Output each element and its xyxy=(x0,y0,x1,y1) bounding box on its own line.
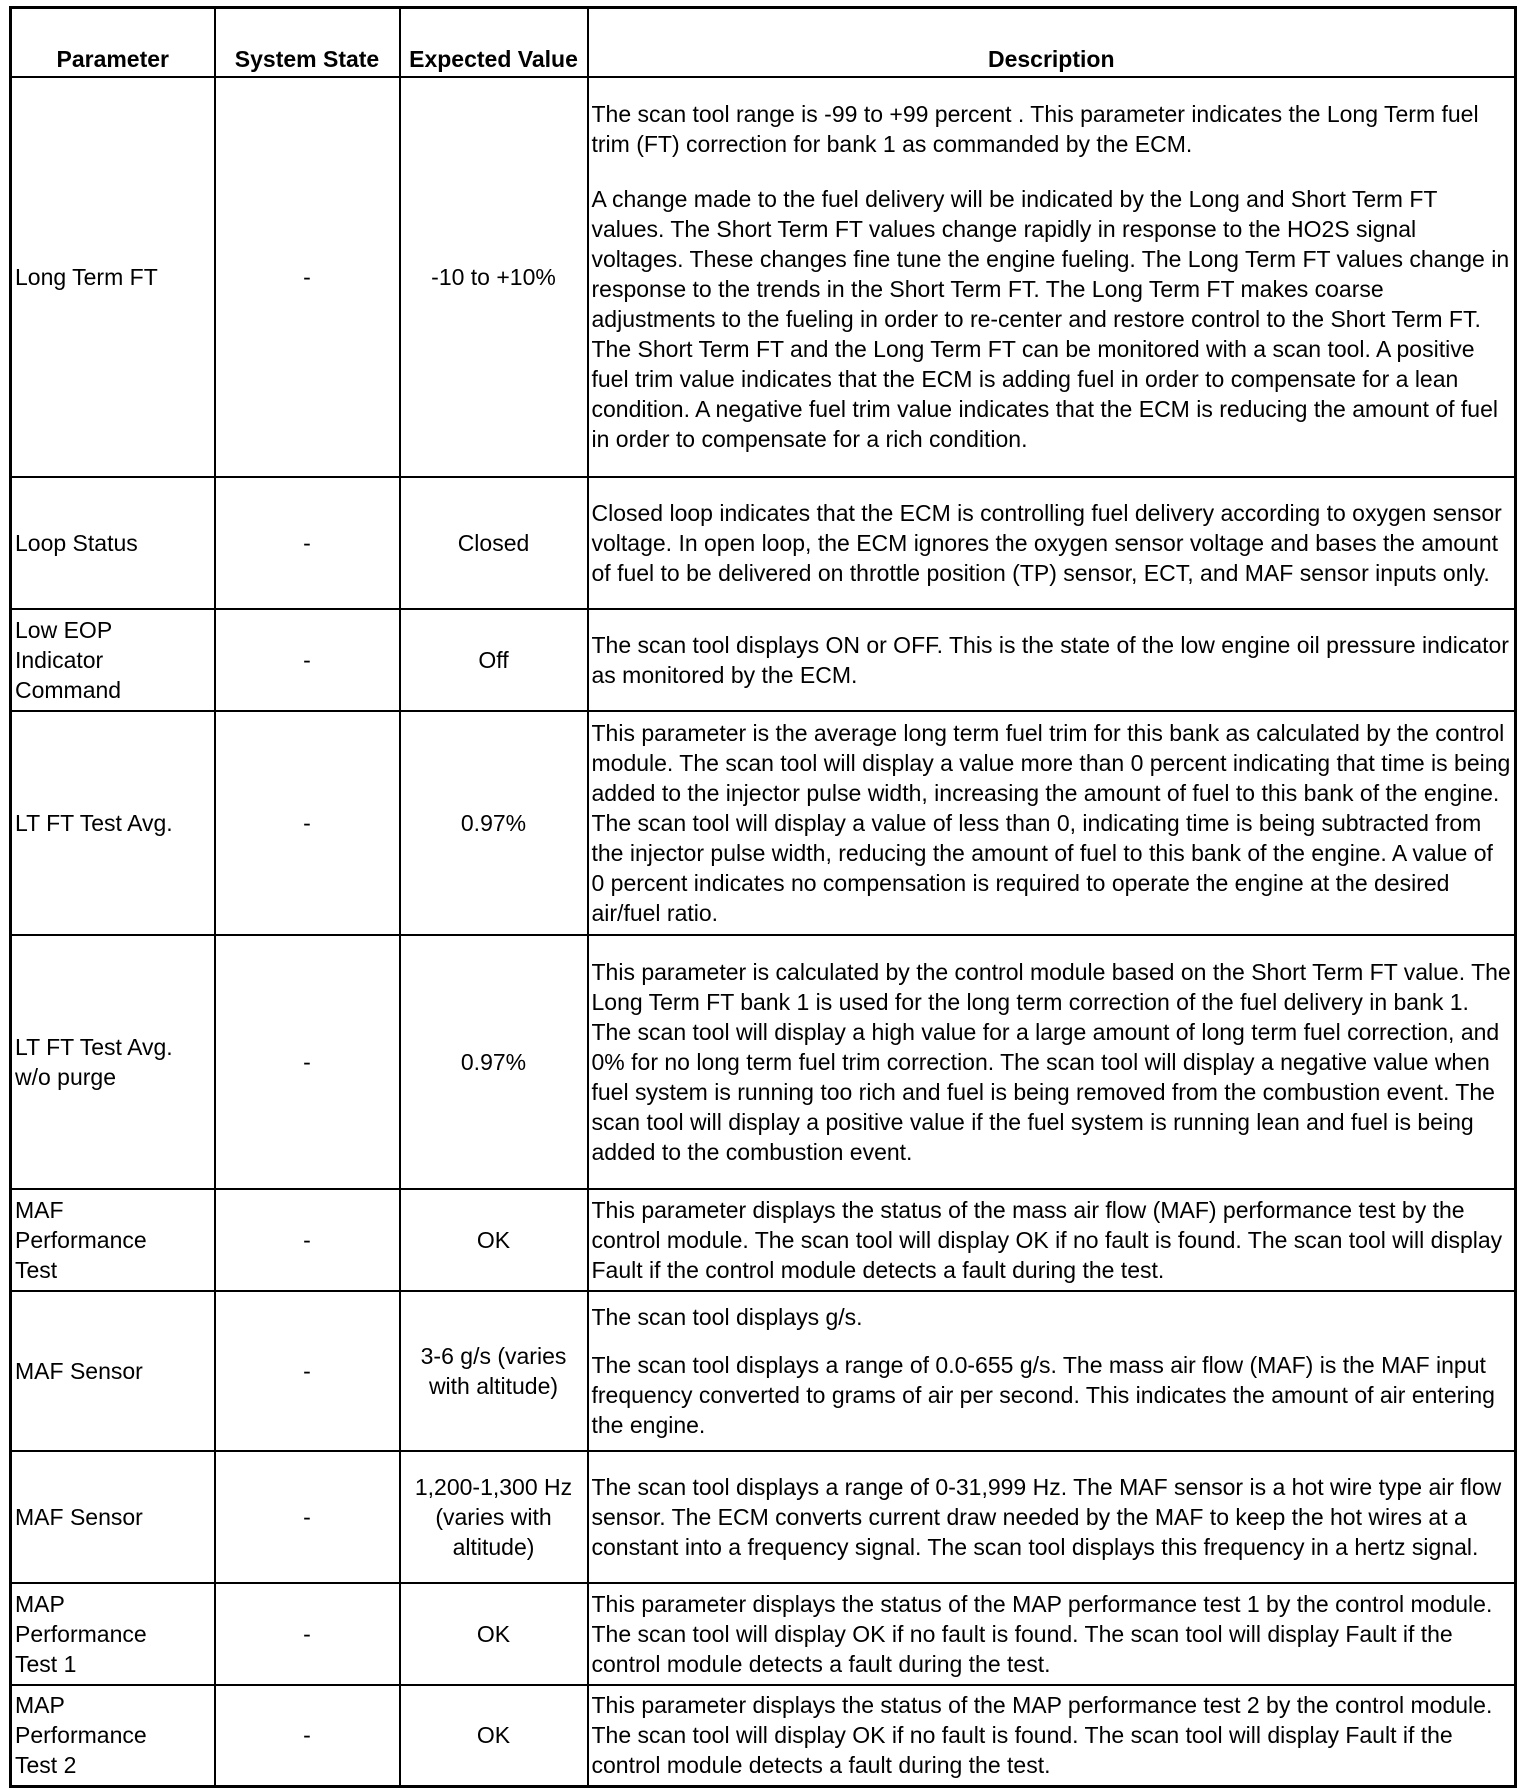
table-row xyxy=(11,477,1516,609)
header-system-state: System State xyxy=(215,8,400,77)
cell-description xyxy=(588,477,1516,609)
cell-expected-value: Closed xyxy=(400,477,588,609)
table-row xyxy=(11,935,1516,1189)
table-row xyxy=(11,711,1516,935)
cell-system-state: - xyxy=(215,477,400,609)
cell-expected-value: Off xyxy=(400,609,588,711)
description-paragraph: This parameter displays the status of the MAP performance test 2 by the control module. The scan tool will display OK if no fault is found. The scan tool will display Fault if the control module detects a fault during the test. xyxy=(591,1692,1493,1779)
cell-parameter: MAP Performance Test 2 xyxy=(11,1685,215,1787)
cell-parameter: MAF Sensor xyxy=(11,1451,215,1583)
cell-expected-value: 0.97% xyxy=(400,935,588,1189)
description-paragraph: The scan tool displays a range of 0-31,999 Hz. The MAF sensor is a hot wire type air flow sensor. The ECM converts current draw needed by the MAF to keep the hot wires at a constant into a frequency signal. The scan tool displays this frequency in a hertz signal. xyxy=(591,1473,1502,1560)
cell-parameter: MAP Performance Test 1 xyxy=(11,1583,215,1685)
description-paragraph: The scan tool displays a range of 0.0-655 g/s. The mass air flow (MAF) is the MAF input frequency converted to grams of air per second. This indicates the amount of air entering the engine. xyxy=(591,1351,1495,1438)
description-paragraph: The scan tool displays ON or OFF. This is the state of the low engine oil pressure indicator as monitored by the ECM. xyxy=(591,631,1509,688)
cell-expected-value: OK xyxy=(400,1685,588,1787)
cell-expected-value: 0.97% xyxy=(400,711,588,935)
cell-expected-value: -10 to +10% xyxy=(400,77,588,477)
header-description: Description xyxy=(588,8,1516,77)
description-paragraph: This parameter is the average long term fuel trim for this bank as calculated by the control module. The scan tool will display a value more than 0 percent indicating that time is being added to the injector pulse width, increasing the amount of fuel to this bank of the engine. The scan tool will display a value of less than 0, indicating time is being subtracted from the injector pulse width, reducing the amount of fuel to this bank of the engine. A value of 0 percent indicates no compensation is required to operate the engine at the desired air/fuel ratio. xyxy=(591,719,1511,926)
table-row xyxy=(11,1583,1516,1685)
description-paragraph: This parameter is calculated by the control module based on the Short Term FT value. The Long Term FT bank 1 is used for the long term correction of the fuel delivery in bank 1. The scan tool will display a high value for a large amount of long term fuel correction, and 0% for no long term fuel trim correction. The scan tool will display a negative value when fuel system is running too rich and fuel is being removed from the combustion event. The scan tool will display a positive value if the fuel system is running lean and fuel is being added to the combustion event. xyxy=(591,958,1511,1165)
cell-description xyxy=(588,935,1516,1189)
cell-parameter: LT FT Test Avg. w/o purge xyxy=(11,935,215,1189)
cell-description xyxy=(588,77,1516,477)
table-row xyxy=(11,1685,1516,1787)
cell-system-state: - xyxy=(215,77,400,477)
cell-parameter: Loop Status xyxy=(11,477,215,609)
cell-description xyxy=(588,711,1516,935)
cell-description xyxy=(588,1291,1516,1451)
cell-system-state: - xyxy=(215,1685,400,1787)
cell-description xyxy=(588,1583,1516,1685)
description-paragraph: This parameter displays the status of the MAP performance test 1 by the control module. The scan tool will display OK if no fault is found. The scan tool will display Fault if the control module detects a fault during the test. xyxy=(591,1590,1493,1677)
cell-parameter: Long Term FT xyxy=(11,77,215,477)
cell-system-state: - xyxy=(215,711,400,935)
cell-system-state: - xyxy=(215,1451,400,1583)
cell-description xyxy=(588,1451,1516,1583)
table-row xyxy=(11,77,1516,477)
table-row xyxy=(11,1451,1516,1583)
cell-expected-value: 3-6 g/s (varies with altitude) xyxy=(400,1291,588,1451)
description-paragraph: A change made to the fuel delivery will be indicated by the Long and Short Term FT values. The Short Term FT values change rapidly in response to the HO2S signal voltages. These changes fine tune the engine fueling. The Long Term FT values change in response to the trends in the Short Term FT. The Long Term FT makes coarse adjustments to the fueling in order to re-center and restore control to the Short Term FT. The Short Term FT and the Long Term FT can be monitored with a scan tool. A positive fuel trim value indicates that the ECM is adding fuel in order to compensate for a lean condition. A negative fuel trim value indicates that the ECM is reducing the amount of fuel in order to compensate for a rich condition. xyxy=(591,186,1510,452)
cell-system-state: - xyxy=(215,935,400,1189)
cell-description xyxy=(588,1189,1516,1291)
table-row xyxy=(11,1189,1516,1291)
cell-system-state: - xyxy=(215,1291,400,1451)
cell-parameter: MAF Sensor xyxy=(11,1291,215,1451)
cell-parameter: LT FT Test Avg. xyxy=(11,711,215,935)
description-paragraph: This parameter displays the status of the mass air flow (MAF) performance test by the control module. The scan tool will display OK if no fault is found. The scan tool will display Fault if the control module detects a fault during the test. xyxy=(591,1196,1503,1283)
parameter-table xyxy=(9,6,1517,1788)
cell-parameter: Low EOP Indicator Command xyxy=(11,609,215,711)
cell-expected-value: OK xyxy=(400,1583,588,1685)
description-paragraph: The scan tool displays g/s. xyxy=(591,1303,863,1330)
cell-expected-value: 1,200-1,300 Hz (varies with altitude) xyxy=(400,1451,588,1583)
header-row xyxy=(11,8,1516,77)
description-paragraph: The scan tool range is -99 to +99 percent . This parameter indicates the Long Term fuel trim (FT) correction for bank 1 as commanded by the ECM. xyxy=(591,101,1479,157)
table-row xyxy=(11,609,1516,711)
cell-description xyxy=(588,1685,1516,1787)
cell-description xyxy=(588,609,1516,711)
cell-system-state: - xyxy=(215,1583,400,1685)
cell-system-state: - xyxy=(215,609,400,711)
cell-parameter: MAF Performance Test xyxy=(11,1189,215,1291)
table-row xyxy=(11,1291,1516,1451)
header-parameter: Parameter xyxy=(11,8,215,77)
cell-expected-value: OK xyxy=(400,1189,588,1291)
description-paragraph: Closed loop indicates that the ECM is controlling fuel delivery according to oxygen sensor voltage. In open loop, the ECM ignores the oxygen sensor voltage and bases the amount of fuel to be delivered on throttle position (TP) sensor, ECT, and MAF sensor inputs only. xyxy=(591,499,1502,586)
header-expected-value: Expected Value xyxy=(400,8,588,77)
cell-system-state: - xyxy=(215,1189,400,1291)
